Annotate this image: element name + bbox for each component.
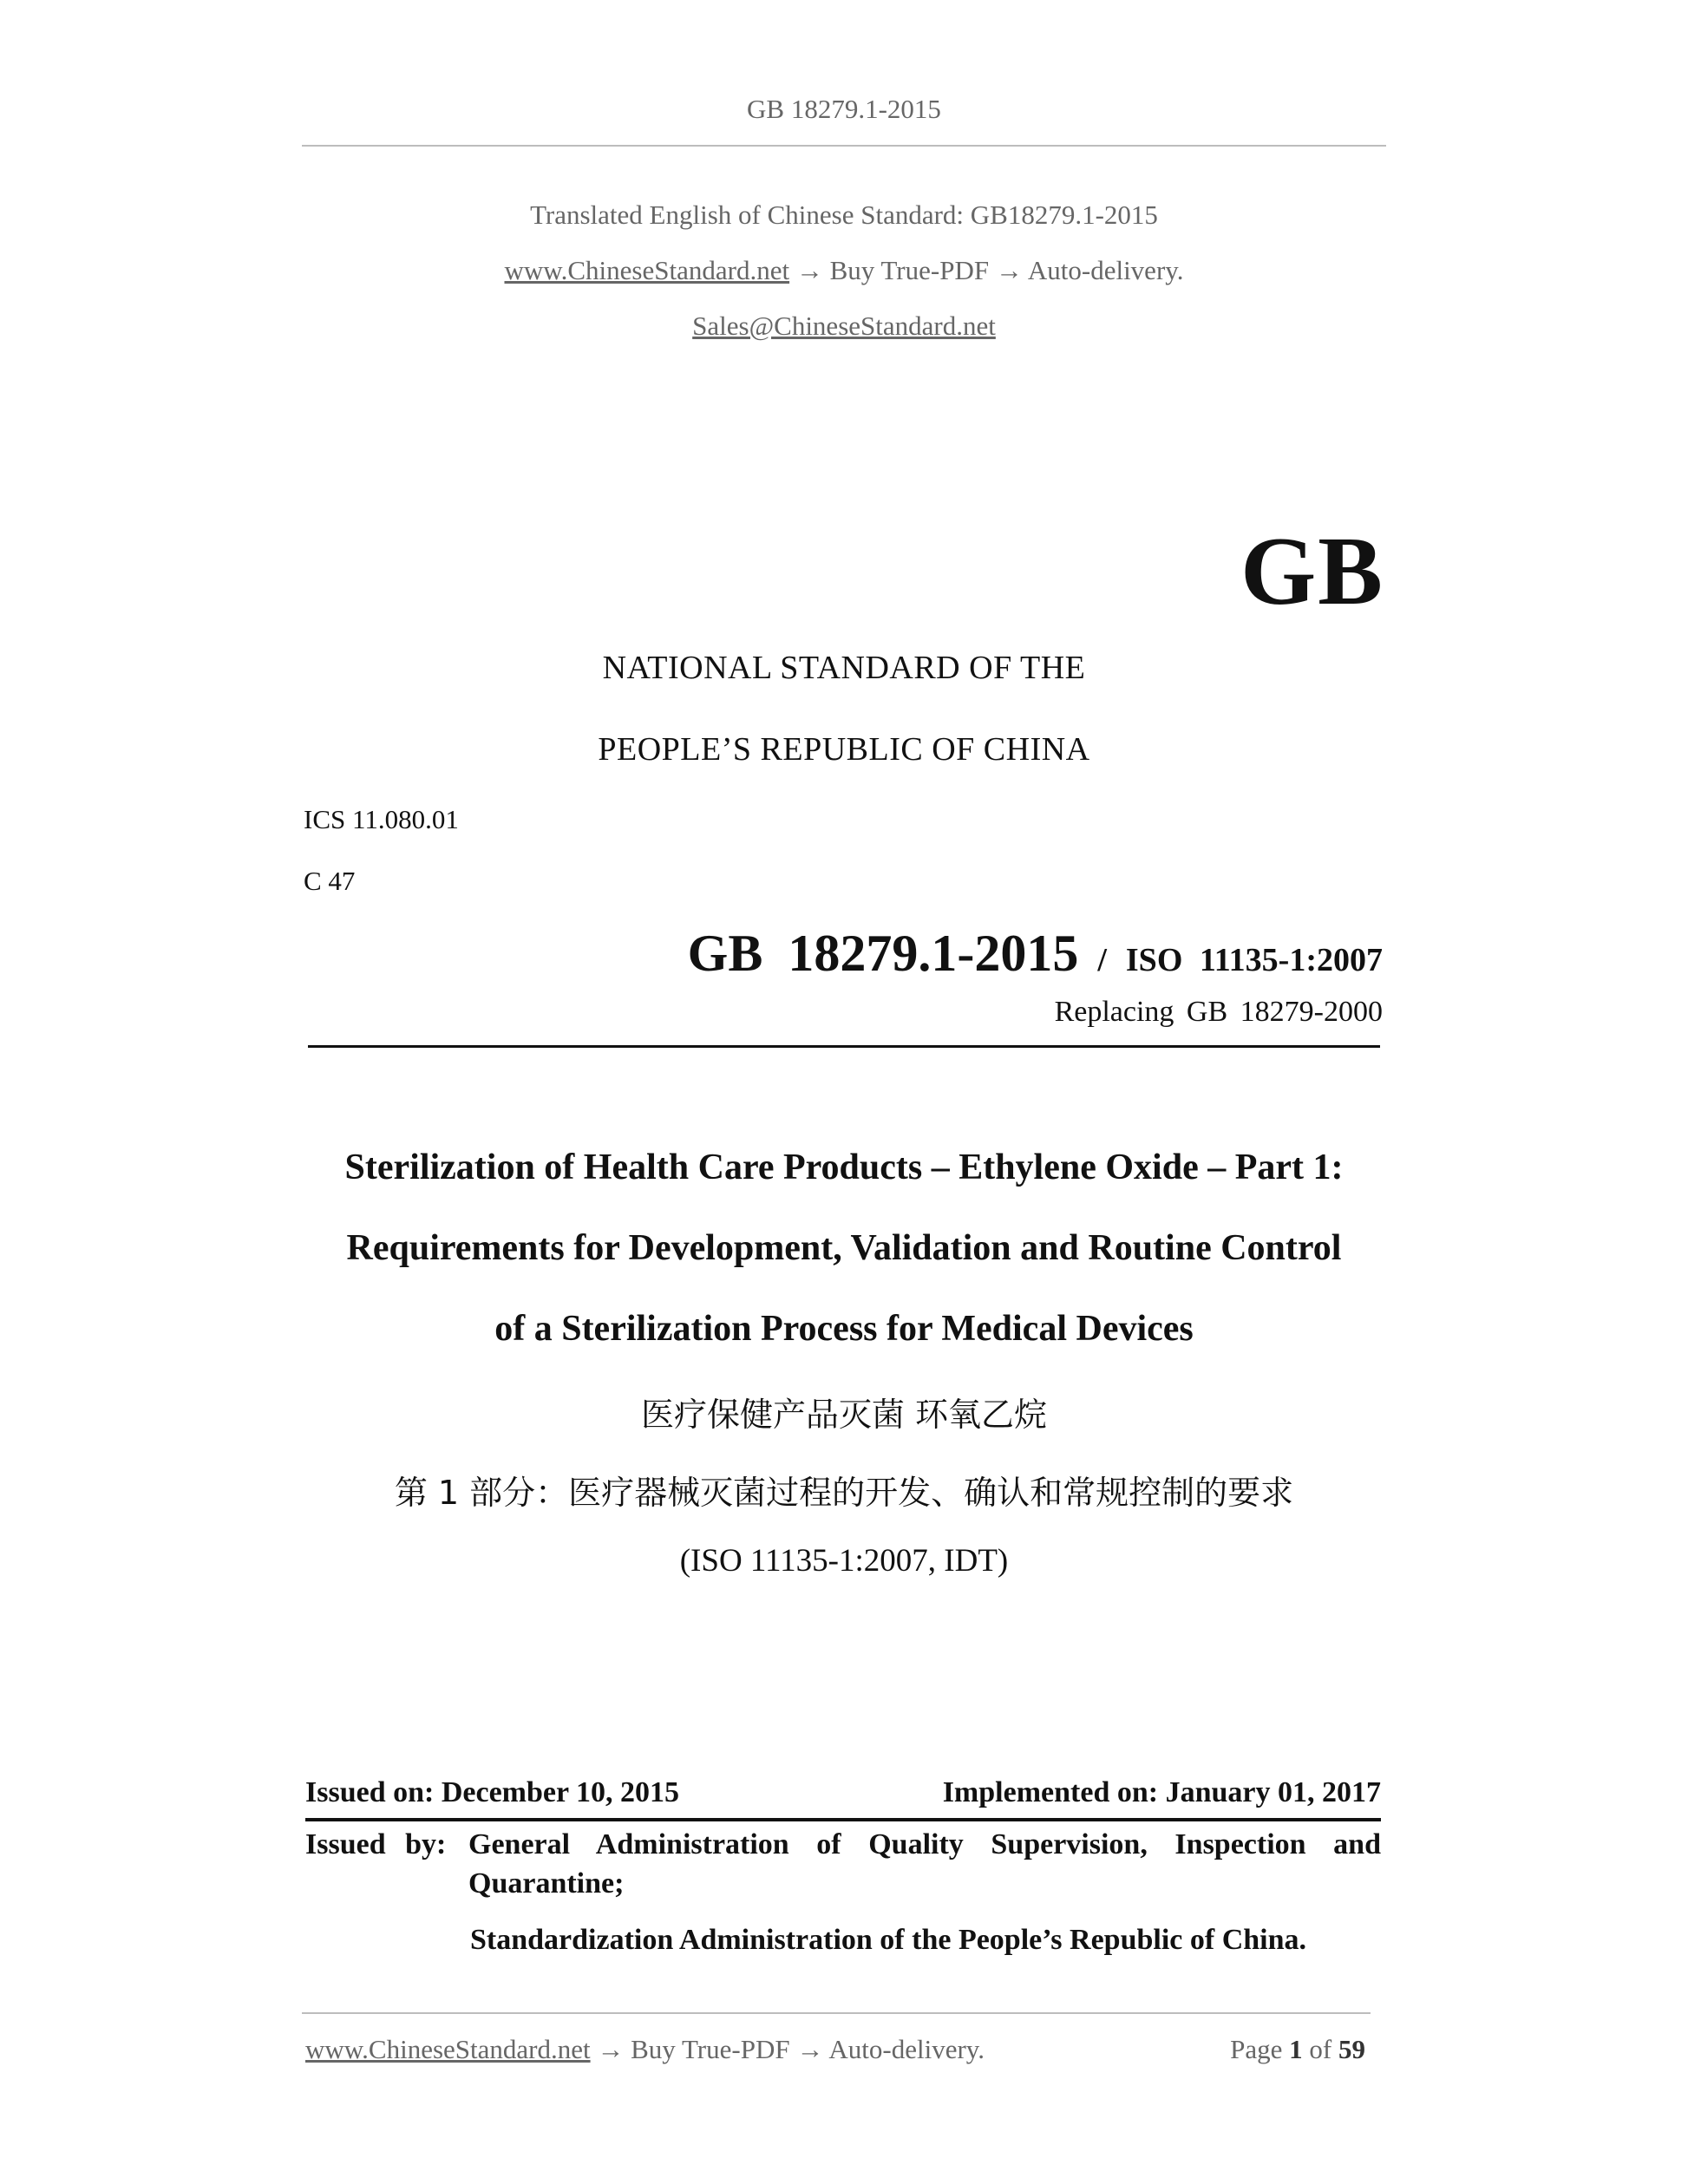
ics-code: ICS 11.080.01 — [304, 804, 459, 834]
footer-delivery-text: Auto-delivery. — [828, 2034, 985, 2064]
delivery-text: Auto-delivery. — [1027, 255, 1184, 285]
arrow-icon: → — [995, 255, 1023, 285]
issue-rule — [305, 1818, 1381, 1821]
replacing-note: Replacing GB 18279-2000 — [1054, 996, 1383, 1028]
footer-buy-text: Buy True-PDF — [631, 2034, 790, 2064]
sales-line — [0, 311, 1688, 342]
arrow-icon: → — [597, 2034, 625, 2064]
total-pages: 59 — [1338, 2034, 1365, 2064]
national-standard-line1: NATIONAL STANDARD OF THE — [602, 650, 1086, 686]
national-standard-line2: PEOPLE’S REPUBLIC OF CHINA — [598, 731, 1090, 768]
header-rule — [302, 145, 1386, 147]
running-header: GB 18279.1-2015 — [747, 94, 941, 124]
issued-by-label: Issued by: — [305, 1828, 447, 1860]
arrow-icon: → — [796, 2034, 824, 2064]
standard-number: GB 18279.1-2015 — [687, 925, 1079, 982]
standard-rule — [308, 1045, 1380, 1048]
issuer2: Standardization Administration of the People’s Republic of China. — [470, 1924, 1307, 1956]
footer-rule — [302, 2012, 1371, 2014]
purchase-line — [0, 255, 1688, 286]
ccs-code: C 47 — [304, 866, 356, 896]
standard-separator: / — [1097, 942, 1107, 978]
issued-on: Issued on: December 10, 2015 — [305, 1776, 679, 1808]
site-link[interactable]: www.ChineseStandard.net — [504, 255, 790, 285]
footer-site-link[interactable]: www.ChineseStandard.net — [305, 2034, 591, 2064]
issuer1-line2: Quarantine; — [468, 1867, 625, 1900]
gb-logo: GB — [1240, 518, 1384, 625]
chinese-title-line2: 第 1 部分：医疗器械灭菌过程的开发、确认和常规控制的要求 — [394, 1474, 1294, 1512]
arrow-icon: → — [795, 255, 823, 285]
iso-number: ISO 11135-1:2007 — [1125, 942, 1383, 978]
page-word: Page — [1230, 2034, 1283, 2064]
title-line2: Requirements for Development, Validation and Routine Control — [346, 1228, 1342, 1268]
sales-email-link[interactable]: Sales@ChineseStandard.net — [692, 311, 996, 341]
standard-number-line — [688, 924, 1383, 984]
issuer1-line1: General Administration of Quality Supervision, Inspection and — [468, 1828, 1381, 1860]
page-number — [1230, 2034, 1365, 2065]
current-page: 1 — [1289, 2034, 1303, 2064]
iso-equivalence: (ISO 11135-1:2007, IDT) — [679, 1543, 1009, 1579]
chinese-title-line1: 医疗保健产品灭菌 环氧乙烷 — [640, 1396, 1048, 1434]
translated-line: Translated English of Chinese Standard: GB18279.1-2015 — [530, 199, 1158, 230]
footer-purchase-line — [305, 2034, 985, 2065]
of-word: of — [1309, 2034, 1332, 2064]
title-line3: of a Sterilization Process for Medical Devices — [494, 1309, 1194, 1349]
buy-text: Buy True-PDF — [829, 255, 990, 285]
title-line1: Sterilization of Health Care Products – Ethylene Oxide – Part 1: — [344, 1148, 1344, 1187]
implemented-on: Implemented on: January 01, 2017 — [942, 1776, 1381, 1808]
